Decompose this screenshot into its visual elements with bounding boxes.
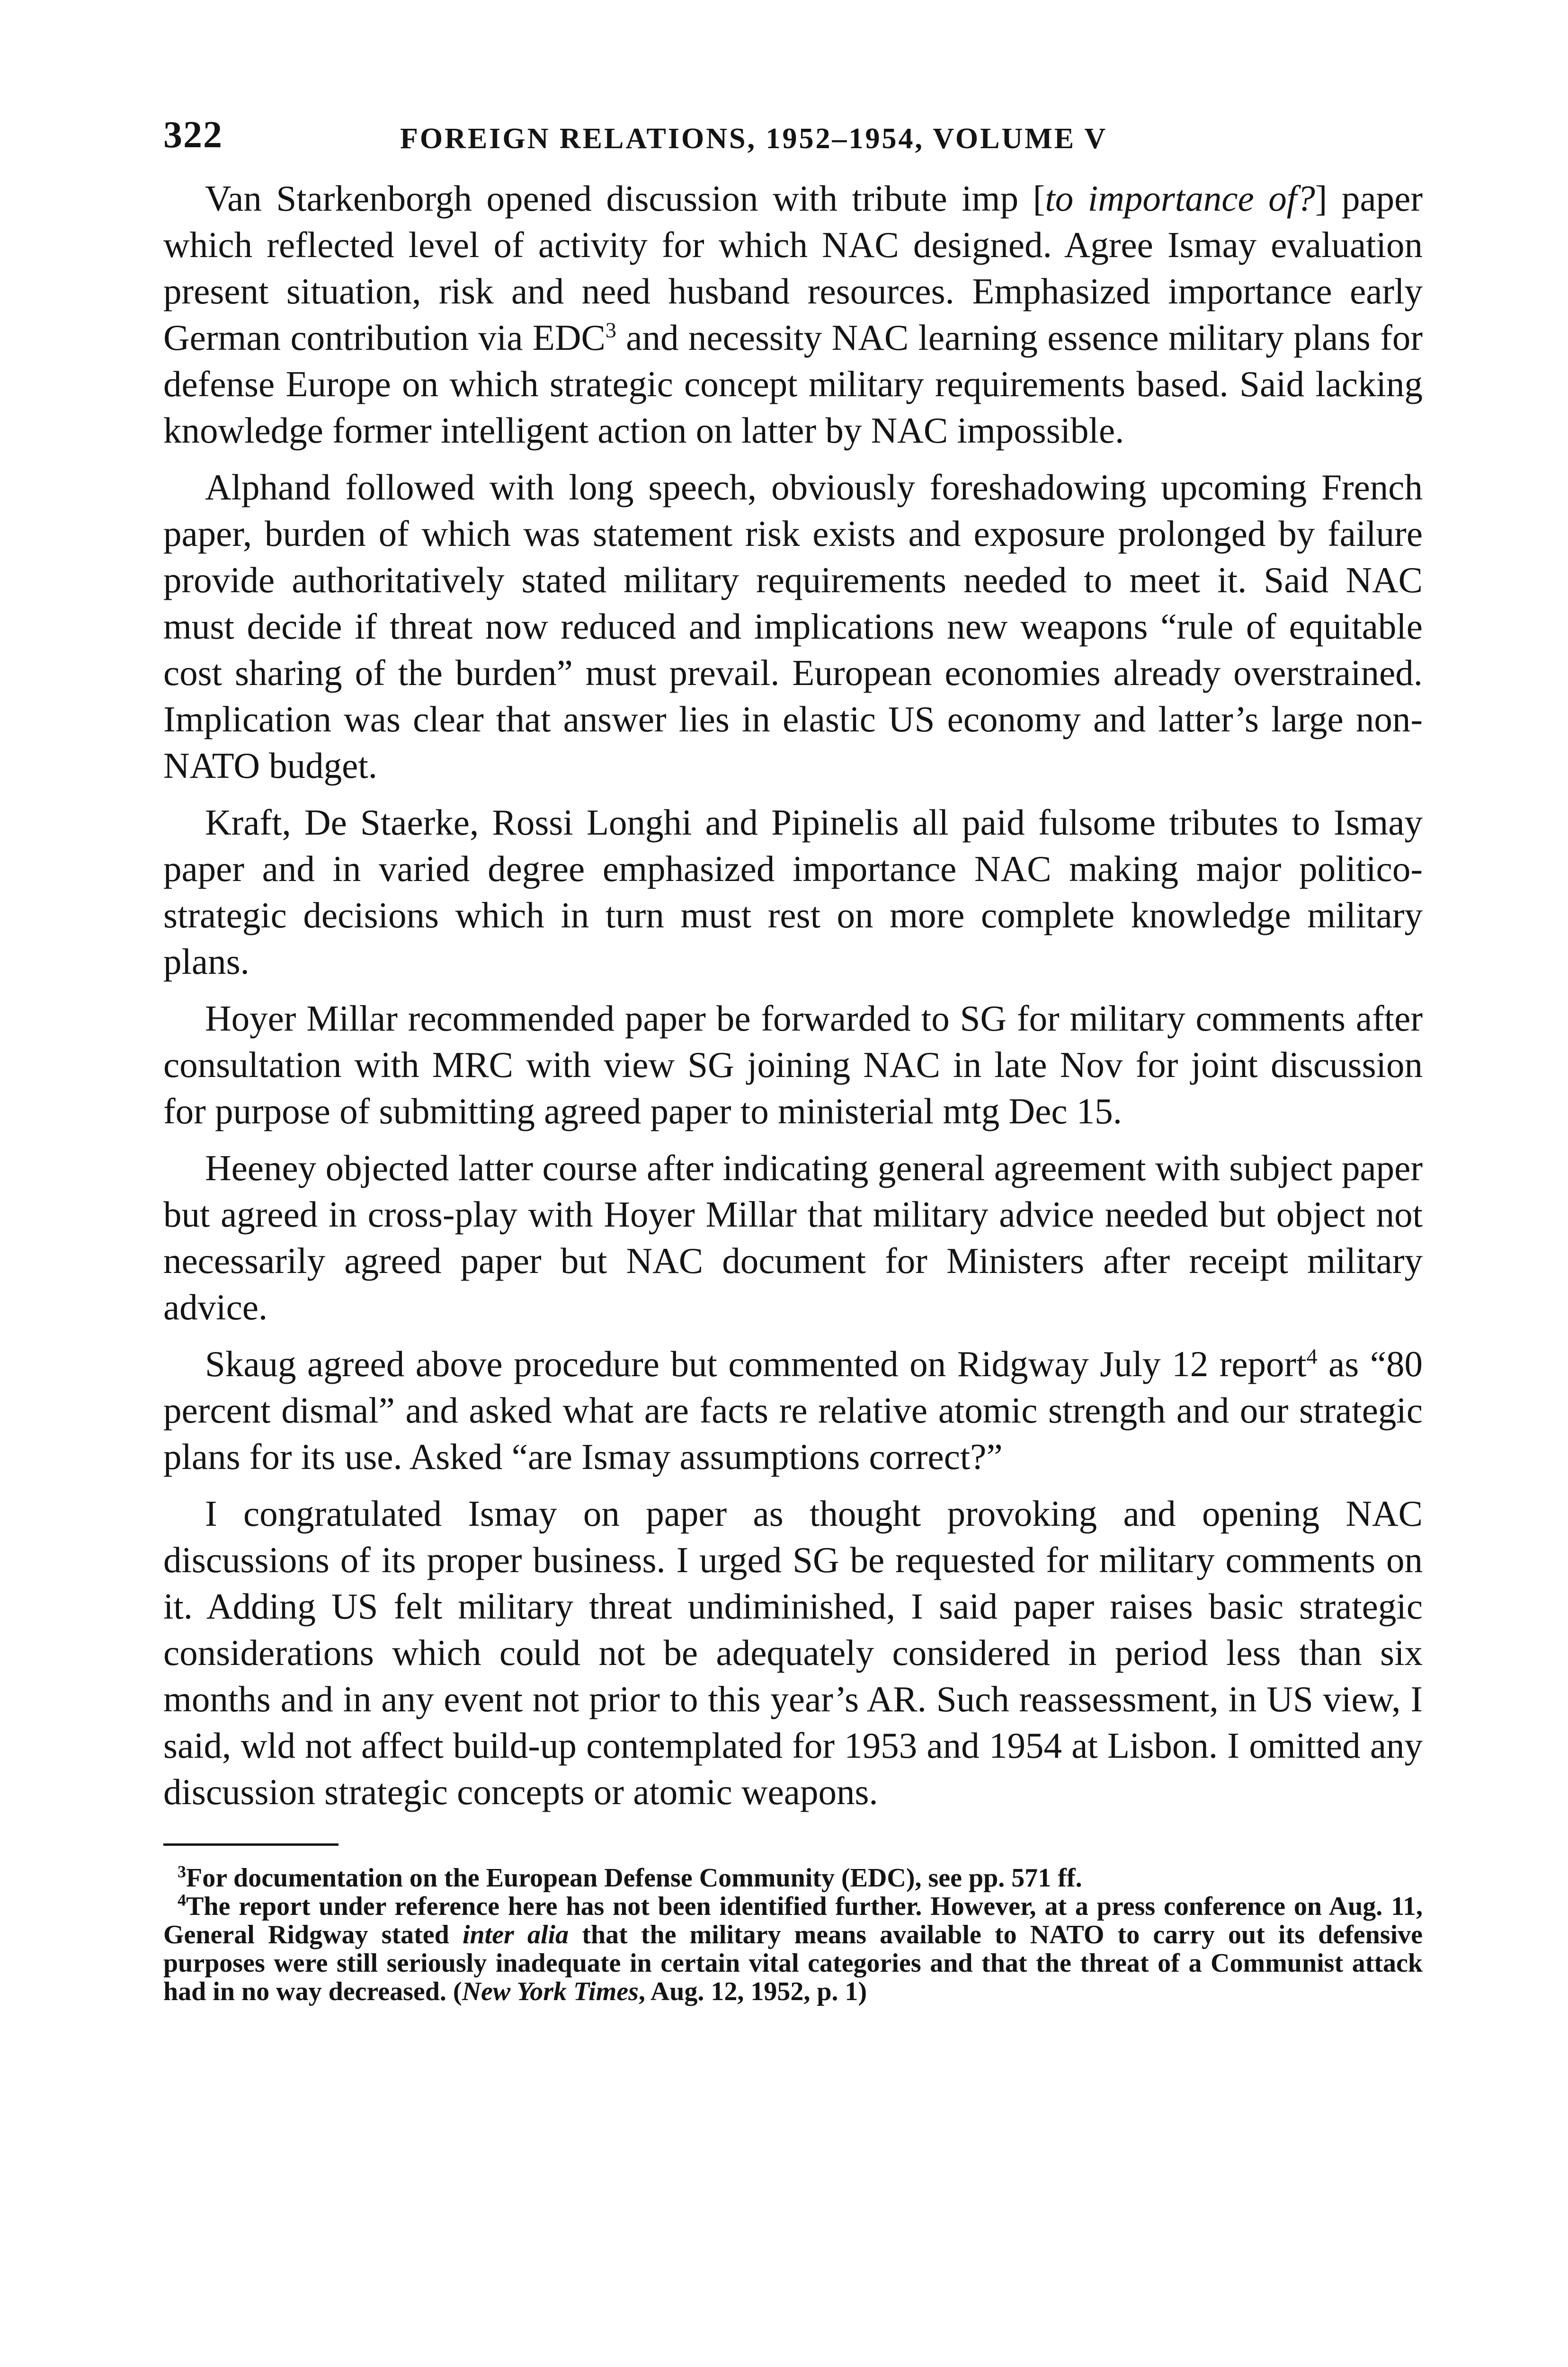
footnote-4-text-a: The report under reference here has not been identified further. However, at a press conference on Aug. 11, General Ridgway stated	[163, 1892, 1423, 1949]
footnote-ref-3[interactable]: 3	[605, 318, 616, 342]
paragraph-1-text-a: Van Starkenborgh opened discussion with tribute imp [	[205, 178, 1045, 219]
running-title: FOREIGN RELATIONS, 1952–1954, VOLUME V	[400, 123, 1108, 155]
footnote-3-text: For documentation on the European Defense Community (EDC), see pp. 571 ff.	[186, 1863, 1082, 1893]
footnote-3-mark: 3	[178, 1862, 186, 1881]
paragraph-1-text-d: and necessity NAC learning essence military plans for defense Europe on which strategic concept military requirements based. Said lacking knowledge former intelligent action on latter by NAC impossible.	[163, 317, 1423, 451]
paragraph-6	[163, 1341, 1423, 1480]
footnotes	[163, 1864, 1423, 2006]
footnote-4-latin: inter alia	[462, 1920, 569, 1949]
running-header	[163, 104, 1423, 175]
paragraph-3: Kraft, De Staerke, Rossi Longhi and Pipinelis all paid fulsome tributes to Ismay paper and in varied degree emphasized importance NAC making major politico-strategic decisions which in turn must rest on more complete knowledge military plans.	[163, 802, 1423, 982]
body-text	[163, 175, 1423, 1815]
paragraph-2: Alphand followed with long speech, obviously foreshadowing upcoming French paper, burden of which was statement risk exists and exposure prolonged by failure provide authoritatively stated military requirements needed to meet it. Said NAC must decide if threat now reduced and implications new weapons “rule of equitable cost sharing of the burden” must prevail. European economies already overstrained. Implication was clear that answer lies in elastic US economy and latter’s large non-NATO budget.	[163, 467, 1423, 786]
footnote-ref-4[interactable]: 4	[1306, 1344, 1318, 1369]
paragraph-6-text-a: Skaug agreed above procedure but commented on Ridgway July 12 report	[205, 1344, 1307, 1384]
footnote-4-source: New York Times	[462, 1977, 639, 2006]
paragraph-6-text-b: as “80 percent dismal” and asked what are facts re relative atomic strength and our strategic plans for its use. Asked “are Ismay assumptions correct?”	[163, 1344, 1423, 1477]
paragraph-1	[163, 175, 1423, 454]
paragraph-7: I congratulated Ismay on paper as thought provoking and opening NAC discussions of its proper business. I urged SG be requested for military comments on it. Adding US felt military threat undiminished, I said paper raises basic strategic considerations which could not be adequately considered in period less than six months and in any event not prior to this year’s AR. Such reassessment, in US view, I said, wld not affect build-up contemplated for 1953 and 1954 at Lisbon. I omitted any discussion strategic concepts or atomic weapons.	[163, 1493, 1423, 1812]
page-number: 322	[163, 114, 223, 156]
editorial-insertion: to importance of?	[1045, 178, 1315, 219]
paragraph-5: Heeney objected latter course after indicating general agreement with subject paper but agreed in cross-play with Hoyer Millar that military advice needed but object not necessarily agreed paper but NAC document for Ministers after receipt military advice.	[163, 1148, 1423, 1327]
footnote-divider	[163, 1843, 339, 1846]
footnote-4-text-c: that the military means available to NATO to carry out its defensive purposes were still seriously inadequate in certain vital categories and that the threat of a Communist attack had in no way decreased. (	[163, 1920, 1423, 2006]
document-page	[163, 104, 1423, 2006]
footnote-4	[163, 1892, 1423, 2006]
footnote-4-mark: 4	[178, 1890, 186, 1910]
paragraph-4: Hoyer Millar recommended paper be forwarded to SG for military comments after consultation with MRC with view SG joining NAC in late Nov for joint discussion for purpose of submitting agreed paper to ministerial mtg Dec 15.	[163, 998, 1423, 1131]
footnote-4-text-e: , Aug. 12, 1952, p. 1)	[638, 1977, 867, 2006]
footnote-3	[163, 1864, 1423, 1892]
paragraph-1-text-c: ] paper which reflected level of activity for which NAC designed. Agree Ismay evaluation present situation, risk and need husband resources. Emphasized importance early German contribution via EDC	[163, 178, 1423, 358]
